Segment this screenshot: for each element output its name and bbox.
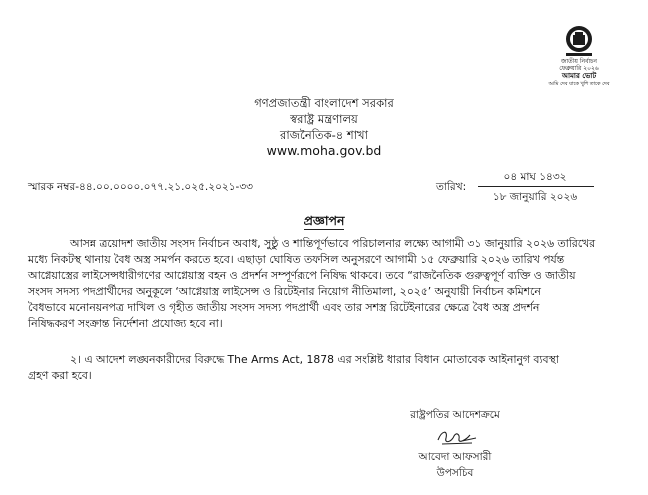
para1-line: বৈধভাবে মনোনয়নপত্র দাখিল ও গৃহীত জাতীয় সংসদ সদস্য পদপ্রার্থী এবং তার সশস্ত্র রিটেইনারের ক্ষেত্রে বৈধ অস্ত্র প্রদর্শন bbox=[28, 301, 540, 314]
date-bangla: ০৪ মাঘ ১৪৩২ bbox=[503, 171, 567, 183]
signatory-designation: উপসচিব bbox=[436, 467, 474, 479]
para1-line: সংসদ সদস্য পদপ্রার্থীদের অনুকূলে ‘আগ্নেয়াস্ত্র লাইসেন্স ও রিটেইনার নিয়োগ নীতিমালা, ২০২৫’ অনুযায়ী নির্বাচন কমিশনে bbox=[28, 285, 541, 298]
para1-line: আসন্ন ত্রয়োদশ জাতীয় সংসদ নির্বাচন অবাধ, সুষ্ঠু ও শান্তিপূর্ণভাবে পরিচালনার লক্ষ্যে আগামী ৩১ জানুয়ারি ২০২৬ তারিখের bbox=[70, 237, 596, 250]
para2-line: ২। এ আদেশ লঙ্ঘনকারীদের বিরুদ্ধে The Arms Act, 1878 এর সংশ্লিষ্ট ধারার বিধান মোতাবেক আইনানুগ ব্যবস্থা bbox=[70, 353, 559, 366]
para1-line: আগ্নেয়াস্ত্রের লাইসেন্সধারীগণের আগ্নেয়াস্ত্র বহন ও প্রদর্শন সম্পূর্ণরূপে নিষিদ্ধ থাকবে। তবে “রাজনৈতিক গুরুত্বপূর্ণ ব্যক্তি ও জাতীয় bbox=[28, 269, 576, 282]
date-divider bbox=[478, 186, 594, 187]
govt-name: গণপ্রজাতন্ত্রী বাংলাদেশ সরকার bbox=[254, 96, 394, 110]
paragraph-1 bbox=[28, 236, 628, 332]
logo-line-3: আমার ভোট bbox=[561, 72, 597, 80]
handwritten-signature bbox=[432, 426, 482, 448]
notice-title-text: প্রজ্ঞাপন bbox=[303, 213, 345, 228]
para1-line: মধ্যে নিকটস্থ থানায় বৈধ অস্ত্র সমর্পন করতে হবে। এছাড়া ঘোষিত তফসিল অনুসরণে আগামী ১৫ ফেব্রুয়ারি ২০২৬ তারিখ পর্যন্ত bbox=[28, 253, 565, 266]
date-gregorian: ১৮ জানুয়ারি ২০২৬ bbox=[492, 191, 578, 203]
election-commission-seal-icon bbox=[548, 20, 610, 60]
signatory-name: আবেদা আফসারী bbox=[418, 451, 492, 463]
section-name: রাজনৈতিক-৪ শাখা bbox=[280, 128, 368, 142]
paragraph-2 bbox=[28, 352, 628, 384]
logo-line-2: ফেব্রুয়ারি ২০২৬ bbox=[559, 65, 599, 72]
ministry-name: স্বরাষ্ট্র মন্ত্রণালয় bbox=[290, 112, 358, 126]
para1-line: নিষিদ্ধকরণ সংক্রান্ত নির্দেশনা প্রযোজ্য হবে না। bbox=[28, 317, 223, 330]
memo-reference: স্মারক নম্বর-৪৪.০০.০০০০.০৭৭.২১.০২৫.২০২১-৩৩ bbox=[28, 181, 253, 193]
date-label: তারিখ: bbox=[436, 181, 467, 193]
by-order-line: রাষ্ট্রপতির আদেশক্রমে bbox=[410, 409, 500, 421]
para2-line: গ্রহণ করা হবে। bbox=[28, 369, 92, 382]
ministry-website: www.moha.gov.bd bbox=[266, 143, 382, 158]
notice-title bbox=[0, 213, 648, 233]
logo-line-1: জাতীয় নির্বাচন bbox=[561, 58, 597, 65]
logo-line-4: আমি দেব যাকে খুশি তাকে দেব bbox=[548, 81, 610, 87]
